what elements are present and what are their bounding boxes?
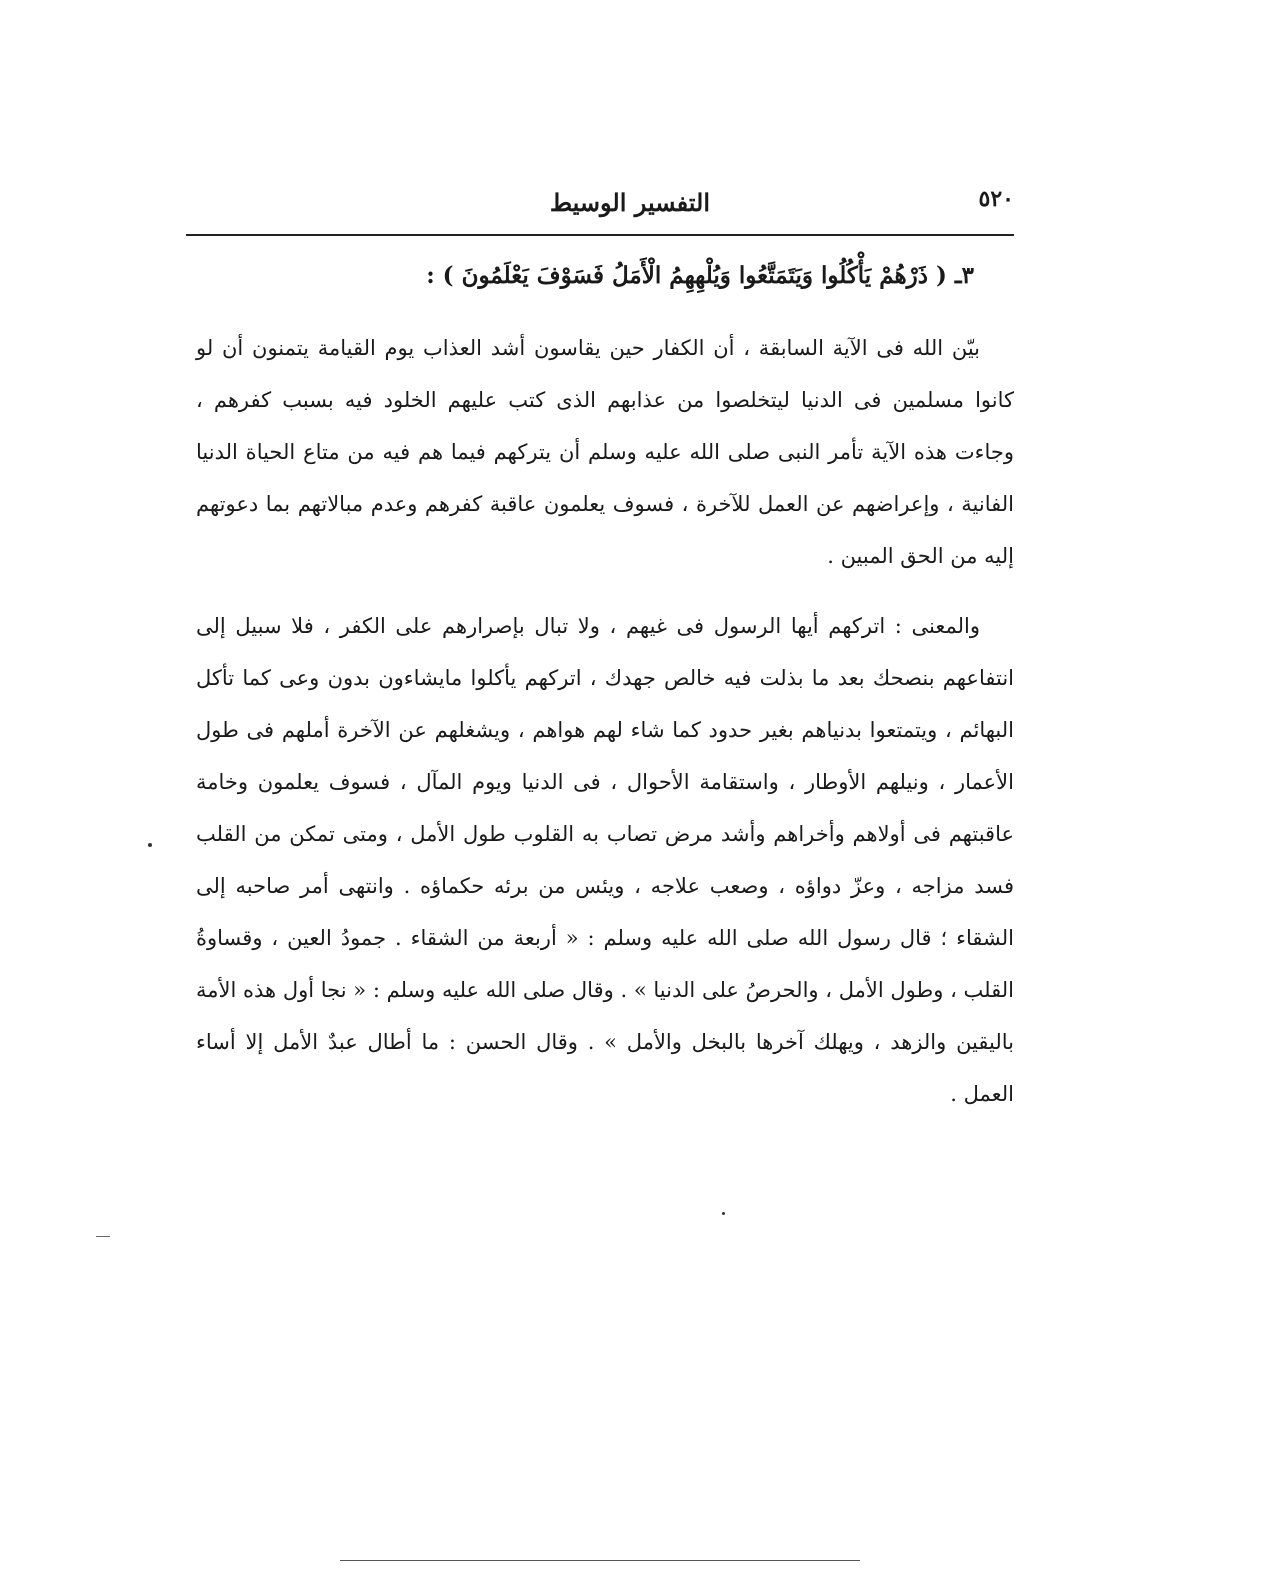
paragraph-explanation: بيّن الله فى الآية السابقة ، أن الكفار حين يقاسون أشد العذاب يوم القيامة يتمنون أن لو كانوا مسلمين فى الدنيا ليتخلصوا من عذابهم الذى كتب عليهم الخلود فيه بسبب كفرهم ، وجاءت هذه الآية تأمر النبى صلى الله عليه وسلم أن يتركهم فيما هم فيه من متاع الحياة الدنيا الفانية ، وإعراضهم عن العمل للآخرة ، فسوف يعلمون عاقبة كفرهم وعدم مبالاتهم بما دعوتهم إليه من الحق المبين . bbox=[196, 336, 1014, 568]
print-speck bbox=[148, 843, 152, 847]
quran-verse: ٣ـ ( ذَرْهُمْ يَأْكُلُوا وَيَتَمَتَّعُوا وَيُلْهِهِمُ الْأَمَلُ فَسَوْفَ يَعْلَمُونَ ) : bbox=[426, 262, 974, 289]
print-speck bbox=[722, 1212, 725, 1215]
footer-rule bbox=[340, 1560, 860, 1561]
header-rule bbox=[186, 234, 1014, 236]
scan-mark bbox=[96, 1236, 110, 1237]
page-number: ٥٢٠ bbox=[978, 186, 1014, 212]
paragraph-meaning: والمعنى : اتركهم أيها الرسول فى غيهم ، ولا تبال بإصرارهم على الكفر ، فلا سبيل إلى انتفاعهم بنصحك بعد ما بذلت فيه خالص جهدك ، اتركهم يأكلوا مايشاءون بدون وعى كما تأكل البهائم ، ويتمتعوا بدنياهم بغير حدود كما شاء لهم هواهم ، ويشغلهم عن الآخرة أملهم فى طول الأعمار ، ونيلهم الأوطار ، واستقامة الأحوال ، فى الدنيا ويوم المآل ، فسوف يعلمون وخامة عاقبتهم فى أولاهم وأخراهم وأشد مرض تصاب به القلوب طول الأمل ، ومتى تمكن من القلب فسد مزاجه ، وعزّ دواؤه ، وصعب علاجه ، ويئس من برئه حكماؤه . وانتهى أمر صاحبه إلى الشقاء ؛ قال رسول الله صلى الله عليه وسلم : « أربعة من الشقاء . جمودُ العين ، وقساوةُ القلب ، وطول الأمل ، والحرصُ على الدنيا » . وقال صلى الله عليه وسلم : « نجا أول هذه الأمة باليقين والزهد ، ويهلك آخرها بالبخل والأمل » . وقال الحسن : ما أطال عبدٌ الأمل إلا أساء العمل . bbox=[196, 614, 1014, 1106]
page-header bbox=[186, 186, 1014, 232]
running-title: التفسير الوسيط bbox=[549, 188, 710, 217]
